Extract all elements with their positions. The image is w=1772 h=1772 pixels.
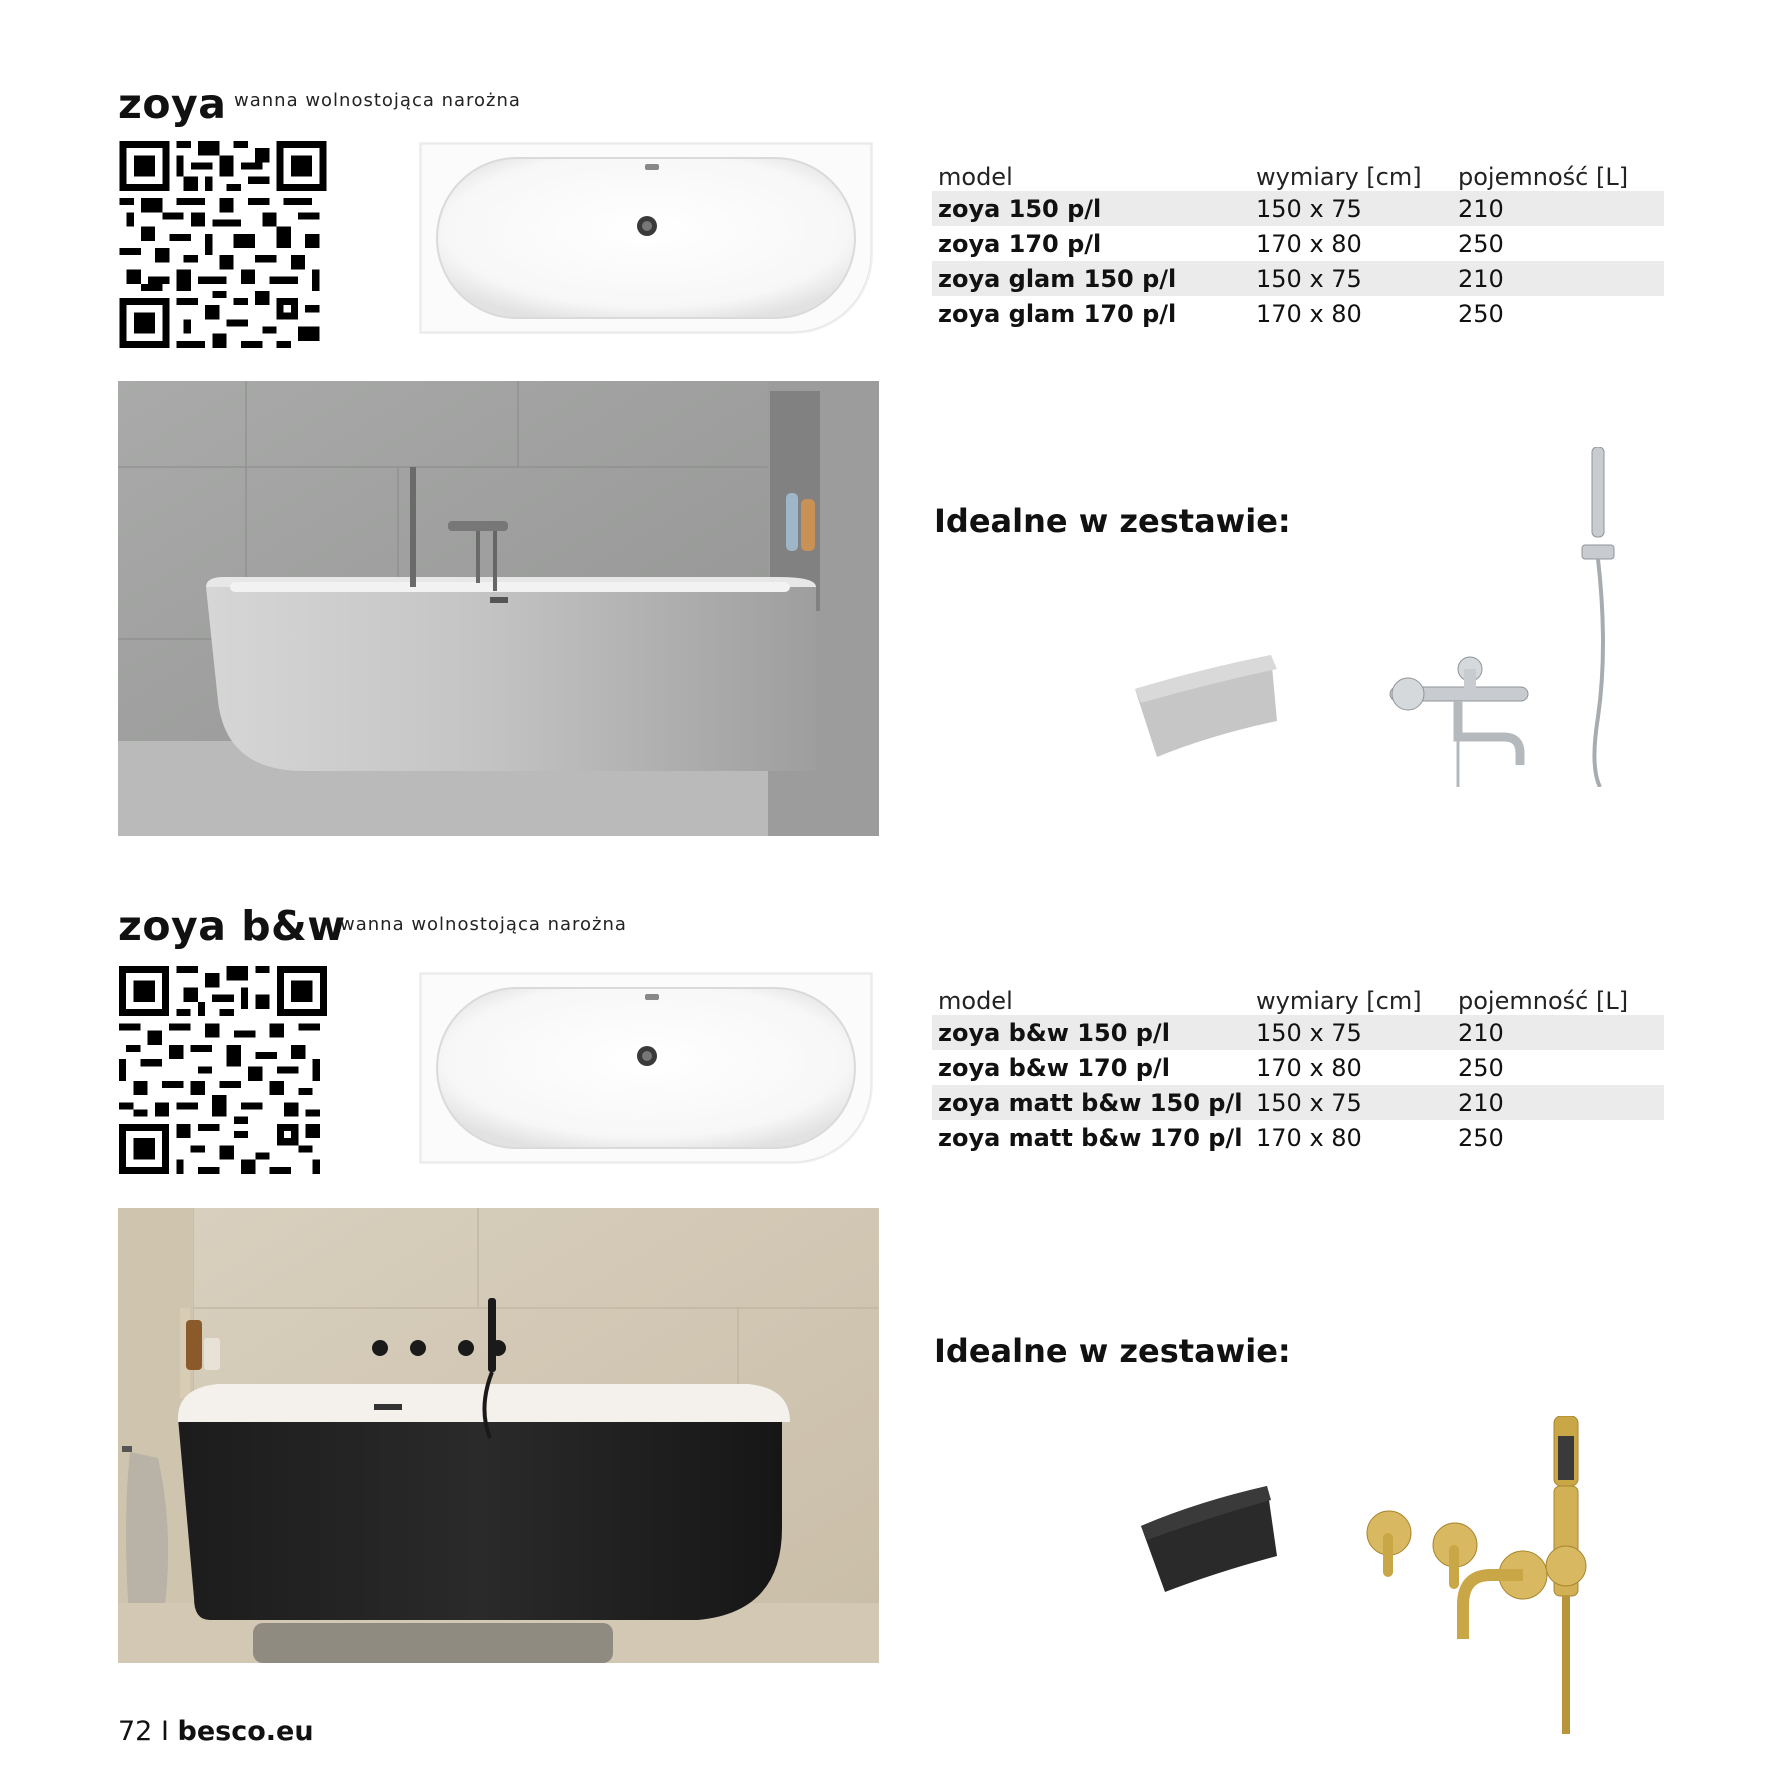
model-cell: zoya matt b&w 150 p/l	[932, 1085, 1250, 1120]
section-2-subtitle: wanna wolnostojąca narożna	[340, 914, 627, 935]
model-cell: zoya matt b&w 170 p/l	[938, 1123, 1243, 1152]
hand-shower-icon	[1578, 447, 1618, 787]
bath-pillow-black-icon	[1137, 1482, 1279, 1594]
dimension-cell: 150 x 75	[1250, 191, 1452, 226]
table-row	[932, 1085, 1664, 1120]
bath-top-view-image	[419, 972, 873, 1164]
page-number: 72 I	[118, 1716, 169, 1747]
section-1-subtitle: wanna wolnostojąca narożna	[234, 90, 521, 111]
section-2-title: zoya b&w	[118, 902, 346, 950]
capacity-cell: 210	[1452, 191, 1664, 226]
section-1-title: zoya	[118, 80, 227, 128]
table-row	[932, 1120, 1664, 1155]
chrome-bath-mixer-icon	[1384, 655, 1534, 787]
set-heading: Idealne w zestawie:	[934, 502, 1291, 540]
qr-code-icon[interactable]	[119, 966, 327, 1174]
qr-code-icon[interactable]	[119, 141, 327, 348]
capacity-cell: 210	[1452, 1085, 1664, 1120]
dimension-cell: 150 x 75	[1250, 1015, 1452, 1050]
column-header: model	[938, 987, 1013, 1015]
gold-bath-mixer-icon	[1363, 1505, 1551, 1639]
capacity-cell: 250	[1458, 1123, 1504, 1152]
bathroom-photo-grey	[118, 381, 879, 836]
capacity-cell: 250	[1458, 299, 1504, 328]
website-link[interactable]: besco.eu	[177, 1716, 314, 1747]
dimension-cell: 170 x 80	[1256, 299, 1362, 328]
table-row	[932, 191, 1664, 226]
dimension-cell: 150 x 75	[1250, 1085, 1452, 1120]
page-footer	[118, 1718, 314, 1745]
model-cell: zoya 170 p/l	[938, 229, 1102, 258]
gold-hand-shower-icon	[1540, 1416, 1592, 1734]
spec-table	[932, 153, 1664, 331]
column-header: pojemność [L]	[1458, 163, 1629, 191]
table-row	[932, 1050, 1664, 1085]
column-header: pojemność [L]	[1458, 987, 1629, 1015]
dimension-cell: 170 x 80	[1256, 1053, 1362, 1082]
table-row	[932, 261, 1664, 296]
model-cell: zoya 150 p/l	[932, 191, 1250, 226]
column-header: model	[938, 163, 1013, 191]
model-cell: zoya glam 170 p/l	[938, 299, 1177, 328]
bath-top-view-image	[419, 142, 873, 334]
column-header: wymiary [cm]	[1256, 163, 1422, 191]
table-row	[932, 1015, 1664, 1050]
table-row	[932, 296, 1664, 331]
capacity-cell: 250	[1458, 1053, 1504, 1082]
column-header: wymiary [cm]	[1256, 987, 1422, 1015]
model-cell: zoya b&w 150 p/l	[932, 1015, 1250, 1050]
table-row	[932, 226, 1664, 261]
bathroom-photo-beige	[118, 1208, 879, 1663]
bath-pillow-grey-icon	[1131, 651, 1279, 759]
capacity-cell: 250	[1458, 229, 1504, 258]
spec-table	[932, 977, 1664, 1155]
dimension-cell: 150 x 75	[1250, 261, 1452, 296]
model-cell: zoya glam 150 p/l	[932, 261, 1250, 296]
model-cell: zoya b&w 170 p/l	[938, 1053, 1170, 1082]
dimension-cell: 170 x 80	[1256, 1123, 1362, 1152]
set-heading: Idealne w zestawie:	[934, 1332, 1291, 1370]
dimension-cell: 170 x 80	[1256, 229, 1362, 258]
capacity-cell: 210	[1452, 1015, 1664, 1050]
capacity-cell: 210	[1452, 261, 1664, 296]
